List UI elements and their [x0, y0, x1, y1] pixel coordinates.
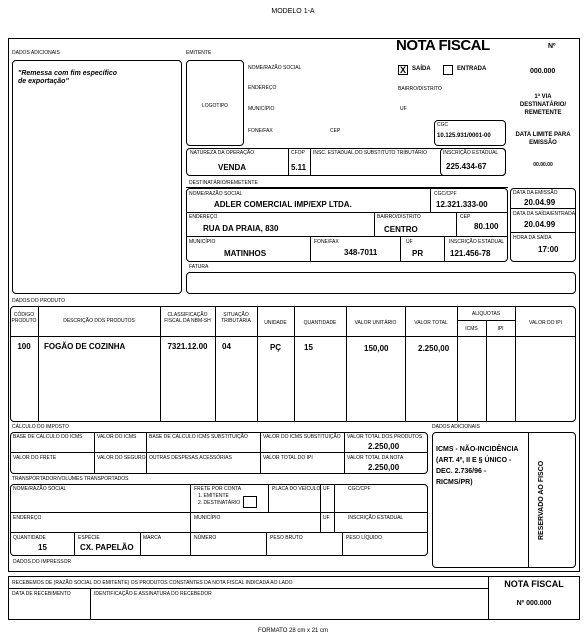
insurance-label: VALOR DO SEGURO — [97, 455, 146, 461]
recipient-state: PR — [412, 249, 424, 258]
row-code: 100 — [17, 342, 31, 351]
recipient-phone: 348-7011 — [344, 248, 378, 257]
invoice-total-label: VALOR TOTAL DA NOTA — [347, 455, 404, 461]
recipient-district-label: BAIRRO/DISTRITO — [377, 214, 421, 220]
tax-note-4: RICMS/PR) — [436, 479, 473, 486]
invoice-bill-label: FATURA — [189, 264, 209, 270]
products-total: 2.250,00 — [368, 442, 400, 451]
tax-note-1: ICMS - NÃO-INCIDÊNCIA — [436, 446, 519, 453]
exit-date: 20.04.99 — [524, 220, 556, 229]
col-unit-value: VALOR UNITÁRIO — [354, 320, 397, 326]
col-tax-situation: SITUAÇÃO TRIBUTÁRIA — [221, 312, 251, 324]
additional-data-text: "Remessa com fim específico de exportação" — [18, 70, 118, 85]
cfop-label: CFOP — [291, 150, 305, 156]
invoice-total: 2.250,00 — [368, 463, 400, 472]
col-classification: CLASSIFICAÇÃO FISCAL DA NBM-SH — [164, 312, 211, 324]
recipient-address: RUA DA PRAIA, 830 — [203, 224, 279, 233]
exit-date-label: DATA DA SAÍDA/ENTRADA — [513, 211, 576, 217]
state-reg-value: 225.434-67 — [446, 162, 487, 171]
carrier-header: TRANSPORTADOR/VOLUMES TRANSPORTADOS — [12, 476, 129, 482]
col-unit: UNIDADE — [264, 320, 287, 326]
subst-base-label: BASE DE CÁLCULO ICMS SUBSTITUIÇÃO — [149, 434, 248, 440]
quantity-value: 15 — [38, 543, 47, 552]
recipient-cgc-label: CGC/CPF — [434, 191, 457, 197]
recipient-address-label: ENDEREÇO — [189, 214, 218, 220]
carrier-address-label: ENDEREÇO — [13, 515, 42, 521]
col-code: CÓDIGO PRODUTO — [11, 312, 37, 324]
col-icms: ICMS — [465, 326, 478, 332]
cgc-label: CGC — [437, 122, 449, 128]
issuer-phone-label: FONE/FAX — [248, 128, 273, 134]
freight-by-recipient: 2. DESTINATÁRIO — [198, 500, 241, 506]
copy-recipient-2: REMETENTE — [524, 110, 562, 116]
exit-checkbox[interactable]: X — [399, 65, 406, 75]
col-description: DESCRIÇÃO DOS PRODUTOS — [63, 318, 135, 324]
issuer-district-label: BAIRRO/DISTRITO — [398, 86, 442, 92]
col-quantity: QUANTIDADE — [303, 320, 337, 326]
issuer-zip-label: CEP — [330, 128, 341, 134]
ipi-total-label: VALOR TOTAL DO IPI — [263, 455, 313, 461]
carrier-state-label: UF — [323, 486, 330, 492]
substitute-reg-label: INSC. ESTADUAL DO SUBSTITUTO TRIBUTÁRIO — [313, 150, 427, 156]
issuer-address-label: ENDEREÇO — [248, 85, 277, 91]
tax-note-2: (ART. 4º, II E § ÚNICO - — [436, 457, 512, 464]
col-ipi-value: VALOR DO IPI — [529, 320, 562, 326]
tax-note-3: DEC. 2.736/96 - — [436, 468, 487, 475]
col-total-value: VALOR TOTAL — [414, 320, 448, 326]
logo-placeholder: LOGOTIPO — [201, 103, 229, 109]
net-weight-label: PESO LÍQUIDO — [346, 535, 382, 541]
recipient-name-label: NOME/RAZÃO SOCIAL — [189, 191, 243, 197]
brand-label: MARCA — [143, 535, 162, 541]
invoice-number-label: Nº — [548, 43, 556, 50]
state-reg-label: INSCRIÇÃO ESTADUAL — [443, 150, 499, 156]
receipt-statement: RECEBEMOS DE (RAZÃO SOCIAL DO EMITENTE) OS PRODUTOS CONSTANTES DA NOTA FISCAL INDICADA AO LADO — [12, 580, 293, 586]
carrier-reg-label: INSCRIÇÃO ESTADUAL — [348, 515, 404, 521]
recipient-city-label: MUNICÍPIO — [189, 239, 216, 245]
gross-weight-label: PESO BRUTO — [270, 535, 303, 541]
subst-value-label: VALOR DO ICMS SUBSTITUIÇÃO — [263, 434, 341, 440]
issue-date-label: DATA DA EMISSÃO — [513, 190, 558, 196]
recipient-city: MATINHOS — [224, 249, 267, 258]
row-classification: 7321.12.00 — [167, 342, 208, 351]
icms-base-label: BASE DE CÁLCULO DO ICMS — [13, 434, 83, 440]
cfop-value: 5.11 — [291, 163, 307, 172]
operation-nature-value: VENDA — [218, 163, 247, 172]
issuer-name-label: NOME/RAZÃO SOCIAL — [248, 65, 302, 71]
stub-title: NOTA FISCAL — [504, 579, 564, 589]
form-model-label: MODELO 1-A — [271, 8, 315, 15]
products-total-label: VALOR TOTAL DOS PRODUTOS — [347, 434, 423, 440]
recipient-district: CENTRO — [384, 225, 418, 234]
species-label: ESPÉCIE — [78, 535, 100, 541]
row-description: FOGÃO DE COZINHA — [44, 342, 126, 351]
operation-nature-label: NATUREZA DA OPERAÇÃO — [190, 150, 255, 156]
freight-label: VALOR DO FRETE — [13, 455, 57, 461]
additional-data-label: DADOS ADICIONAIS — [12, 50, 60, 56]
recipient-phone-label: FONE/FAX — [314, 239, 339, 245]
printer-data-label: DADOS DO IMPRESSOR — [13, 559, 72, 565]
recipient-state-label: UF — [406, 239, 413, 245]
recipient-zip: 80.100 — [474, 222, 499, 231]
additional-data-2-header: DADOS ADICIONAIS — [432, 424, 480, 430]
row-unit: PÇ — [269, 343, 282, 352]
col-ipi: IPI — [497, 326, 504, 332]
carrier-name-label: NOME/RAZÃO SOCIAL — [13, 486, 67, 492]
recipient-cgc: 12.321.333-00 — [436, 200, 488, 209]
icms-value-label: VALOR DO ICMS — [97, 434, 137, 440]
row-unit-value: 150,00 — [364, 344, 389, 353]
issuer-city-label: MUNICÍPIO — [248, 106, 275, 112]
row-quantity: 15 — [304, 343, 313, 352]
cgc-value: 10.125.931/0001-00 — [437, 133, 491, 139]
vehicle-plate-label: PLACA DO VEÍCULO — [272, 486, 321, 492]
quantity-label: QUANTIDADE — [13, 535, 46, 541]
freight-by-checkbox[interactable] — [243, 496, 257, 508]
recipient-name: ADLER COMERCIAL IMP/EXP LTDA. — [214, 200, 352, 209]
row-total-value: 2.250,00 — [418, 344, 450, 353]
row-tax-situation: 04 — [222, 342, 231, 351]
issuer-state-label: UF — [400, 106, 407, 112]
entry-checkbox[interactable] — [443, 65, 453, 75]
invoice-number: 000.000 — [530, 68, 556, 75]
recipient-reg: 121.456-78 — [450, 249, 491, 258]
species-value: CX. PAPELÃO — [80, 543, 134, 552]
format-label: FORMATO 28 cm x 21 cm — [257, 628, 329, 634]
issue-date: 20.04.99 — [524, 198, 556, 207]
deadline-label-1: DATA LIMITE PARA — [515, 132, 571, 138]
exit-time: 17:00 — [538, 245, 559, 254]
entry-label: ENTRADA — [457, 66, 487, 72]
product-header: DADOS DO PRODUTO — [12, 298, 65, 304]
tax-header: CÁLCULO DO IMPOSTO — [12, 424, 69, 430]
freight-by-label: FRETE POR CONTA — [194, 486, 242, 492]
receipt-signature-label: IDENTIFICAÇÃO E ASSINATURA DO RECEBEDOR — [94, 591, 212, 597]
col-rates: ALÍQUOTAS — [471, 311, 501, 317]
copy-recipient-1: DESTINATÁRIO/ — [519, 102, 567, 108]
invoice-title: NOTA FISCAL — [396, 37, 490, 54]
receipt-date-label: DATA DE RECEBIMENTO — [12, 591, 71, 597]
exit-time-label: HORA DA SAÍDA — [513, 235, 552, 241]
issuer-label: EMITENTE — [186, 50, 212, 56]
copy-number: 1ª VIA — [534, 94, 552, 100]
bill-box — [186, 272, 576, 294]
freight-by-issuer: 1. EMITENTE — [198, 493, 229, 499]
carrier-city-label: MUNICÍPIO — [194, 515, 221, 521]
recipient-header: DESTINATÁRIO/REMETENTE — [189, 180, 258, 186]
recipient-reg-label: INSCRIÇÃO ESTADUAL — [449, 239, 505, 245]
exit-label: SAÍDA — [412, 66, 431, 72]
carrier-cgc-label: CGC/CPF — [348, 486, 371, 492]
number-label: NÚMERO — [194, 535, 217, 541]
tax-authority-reserved: RESERVADO AO FISCO — [538, 460, 545, 540]
other-expenses-label: OUTRAS DESPESAS ACESSÓRIAS — [149, 455, 232, 461]
carrier-state-label-2: UF — [323, 515, 330, 521]
deadline-value: 00.00.00 — [533, 162, 553, 168]
recipient-zip-label: CEP — [460, 214, 471, 220]
deadline-label-2: EMISSÃO — [529, 140, 557, 146]
stub-number: Nº 000.000 — [516, 600, 552, 607]
additional-data-box — [12, 60, 182, 294]
